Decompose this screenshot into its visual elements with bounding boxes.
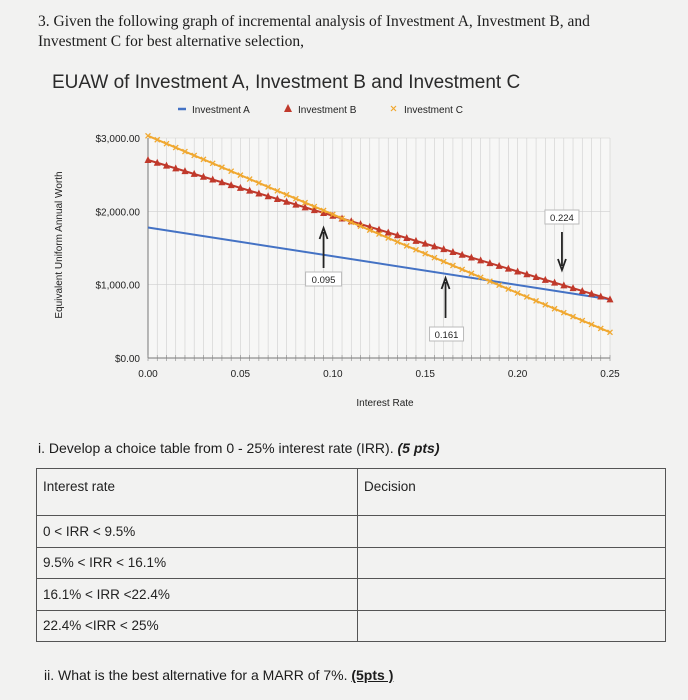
rate-cell: 9.5% < IRR < 16.1% (37, 547, 358, 579)
annotation-label: 0.161 (434, 330, 459, 341)
sub-question-1-points: (5 pts) (397, 440, 440, 456)
rate-cell: 16.1% < IRR <22.4% (37, 579, 358, 611)
choice-table-header (37, 469, 666, 516)
x-tick-label: 0.10 (323, 369, 343, 380)
chart-title: EUAW of Investment A, Investment B and Investment C (52, 72, 521, 93)
x-axis-label: Interest Rate (356, 398, 414, 409)
y-axis-label: Equivalent Uniform Annual Worth (54, 171, 65, 319)
legend-label: Investment C (404, 105, 463, 116)
choice-table (36, 468, 666, 642)
decision-cell[interactable] (358, 579, 666, 611)
decision-cell[interactable] (358, 516, 666, 548)
legend-marker (284, 104, 292, 112)
x-tick-label: 0.25 (600, 369, 620, 380)
rate-cell: 22.4% <IRR < 25% (37, 610, 358, 642)
header-decision: Decision (358, 469, 666, 516)
legend-label: Investment B (298, 105, 357, 116)
sub-question-2 (44, 667, 393, 683)
y-tick-label: $1,000.00 (95, 280, 140, 292)
x-tick-label: 0.05 (230, 369, 251, 380)
sub-question-1-number: i. (38, 440, 45, 456)
x-tick-label: 0.15 (415, 369, 435, 380)
table-row (37, 579, 666, 611)
sub-question-2-text: ii. What is the best alternative for a MARR of 7%. (44, 667, 348, 683)
decision-cell[interactable] (358, 610, 666, 642)
legend-label: Investment A (192, 105, 250, 116)
table-row (37, 610, 666, 642)
decision-cell[interactable] (358, 547, 666, 579)
annotation-label: 0.095 (311, 275, 336, 286)
header-interest-rate: Interest rate (37, 469, 358, 516)
sub-question-1 (38, 440, 439, 456)
rate-cell: 0 < IRR < 9.5% (37, 516, 358, 548)
sub-question-1-text: Develop a choice table from 0 - 25% interest rate (IRR). (48, 440, 394, 456)
y-tick-label: $0.00 (114, 354, 140, 365)
annotation-label: 0.224 (550, 213, 574, 224)
question-text: 3. Given the following graph of incremental analysis of Investment A, Investment B, and Investment C for best alternative selection, (38, 13, 590, 50)
y-tick-label: $2,000.00 (95, 207, 140, 219)
y-tick-label: $3,000.00 (95, 134, 140, 145)
sub-question-2-points: (5pts ) (351, 667, 394, 683)
legend-marker (391, 106, 396, 111)
x-tick-label: 0.00 (138, 369, 158, 380)
table-row (37, 516, 666, 548)
table-row (37, 547, 666, 579)
x-tick-label: 0.20 (507, 369, 528, 380)
